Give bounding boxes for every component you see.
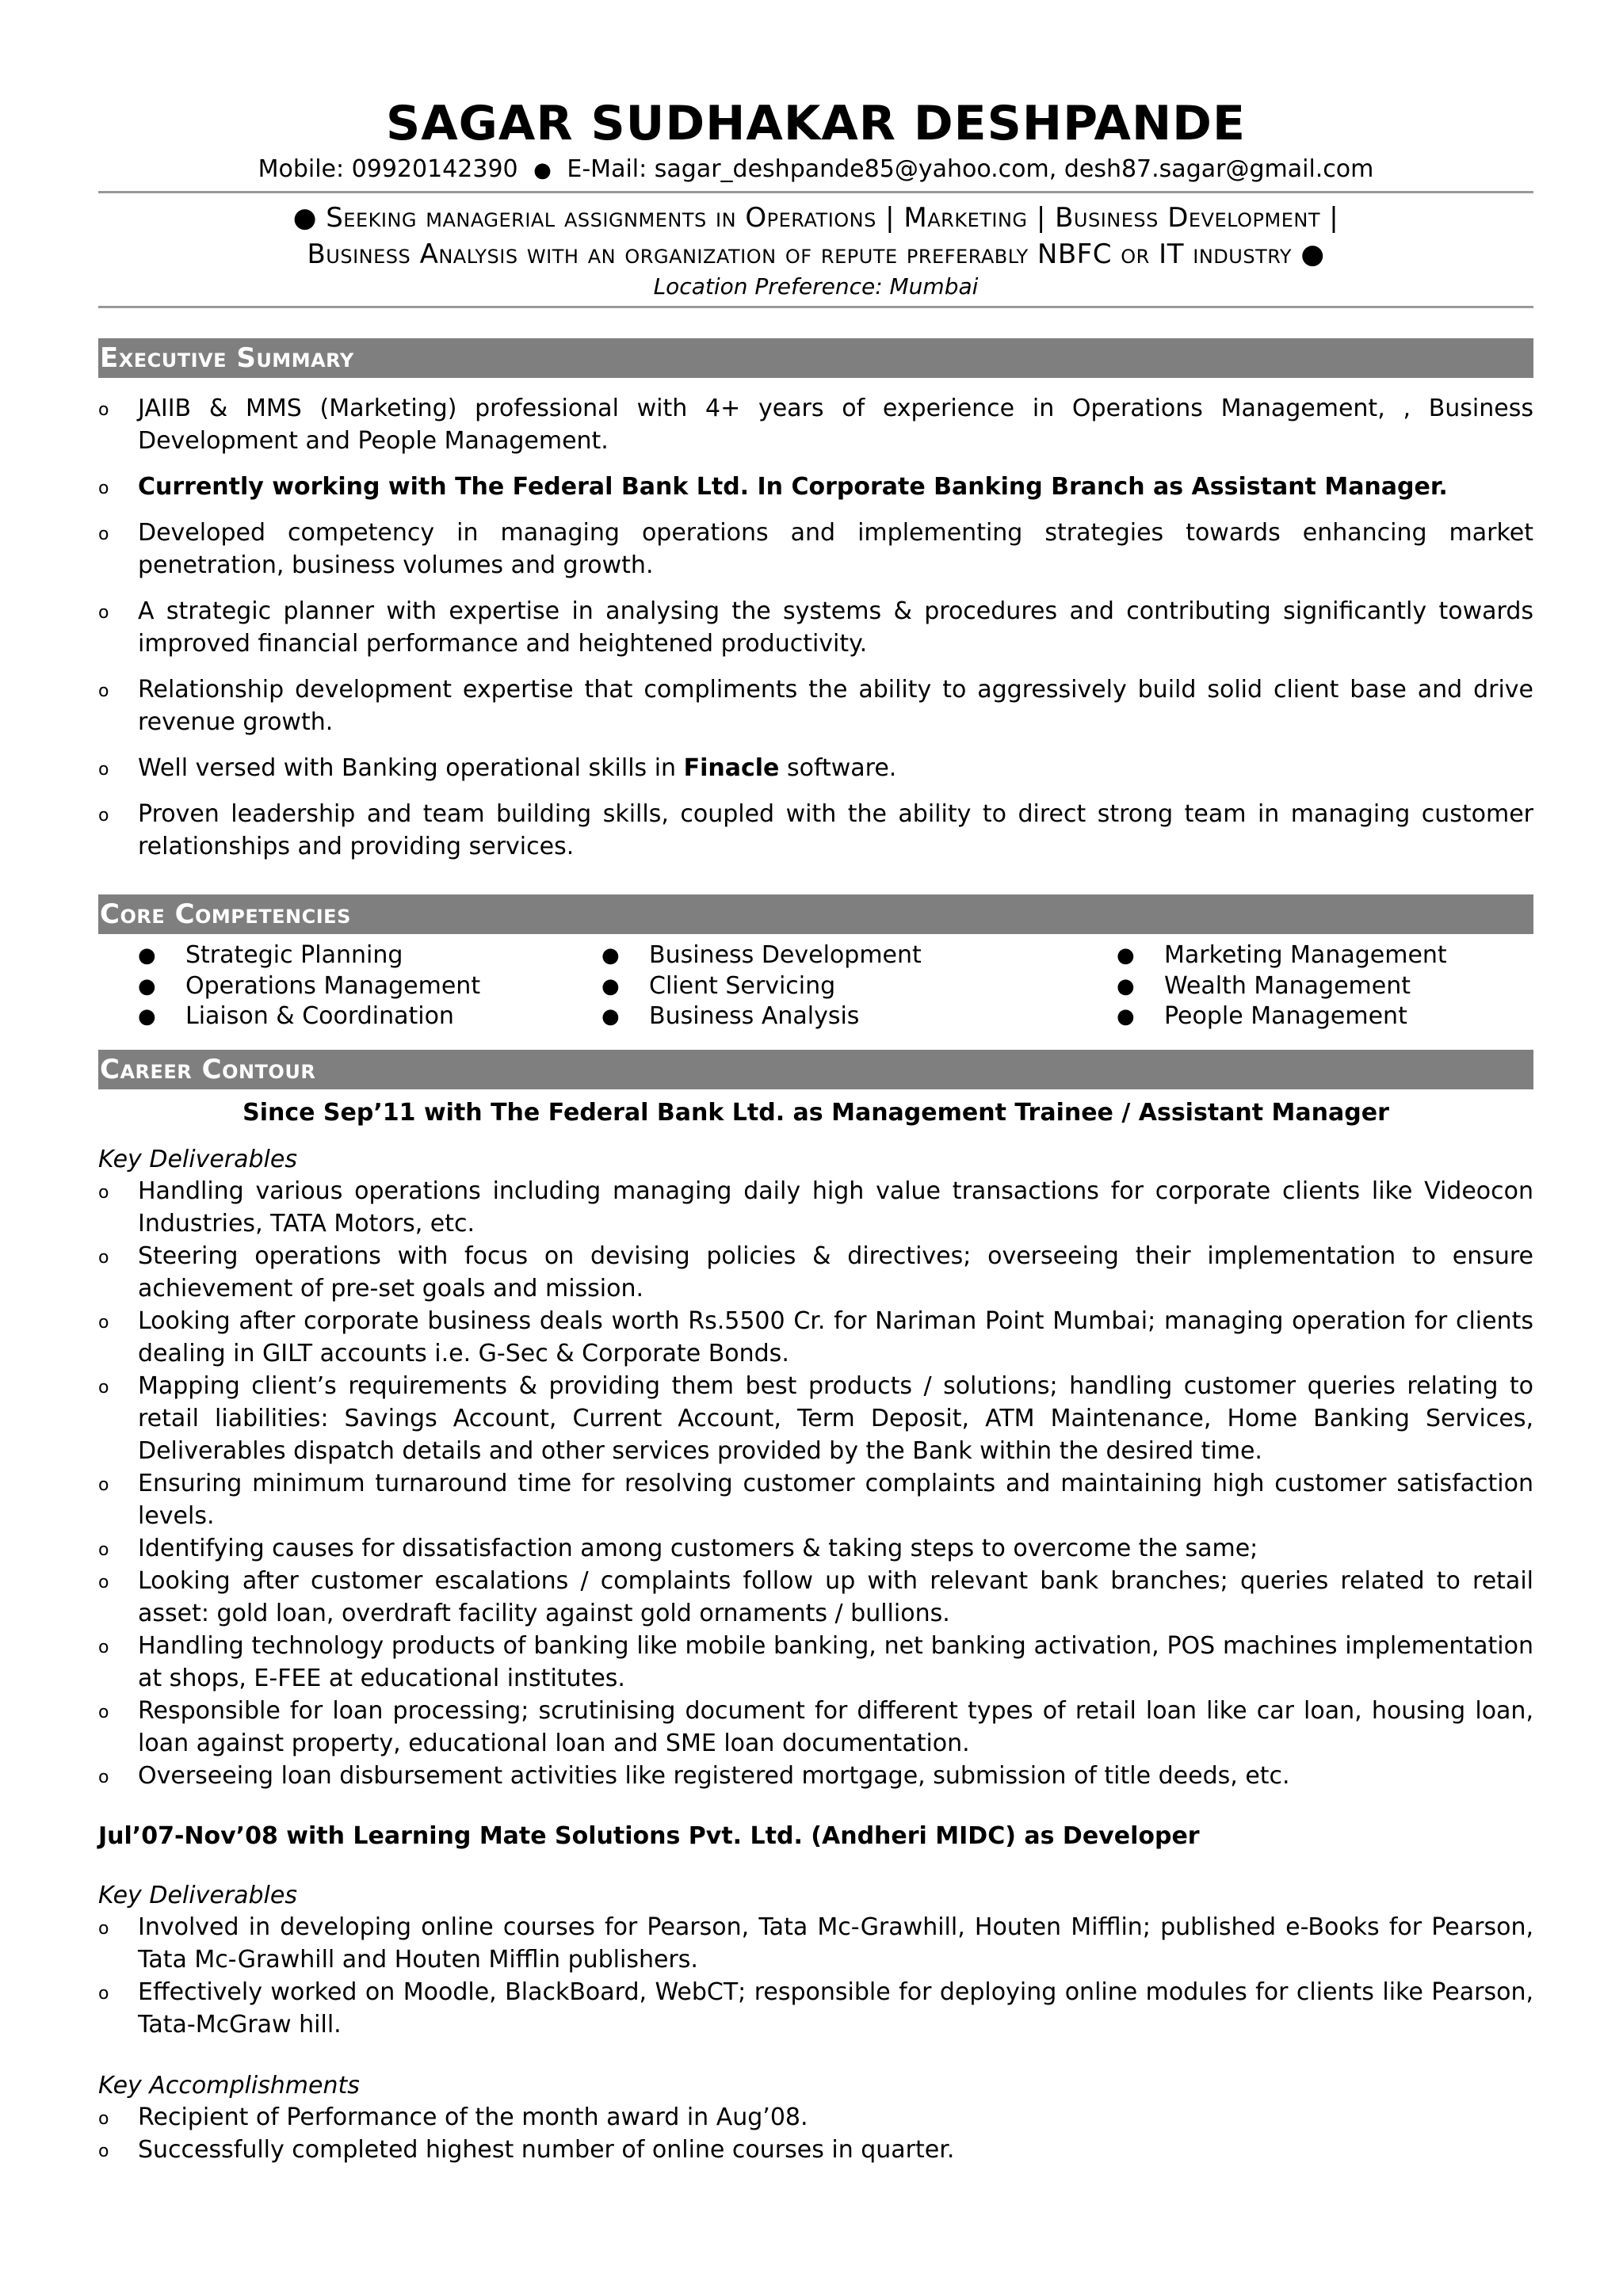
bullet-icon: ● bbox=[292, 202, 317, 234]
list-item: o Recipient of Performance of the month award in Aug’08. bbox=[98, 2101, 1533, 2134]
hollow-bullet-icon: o bbox=[98, 1474, 109, 1495]
competency-item: ● Liaison & Coordination bbox=[138, 1001, 601, 1032]
list-item: o Responsible for loan processing; scrutinising document for different types of retail loan like car loan, housing loan, loan against property, educational loan and SME loan documentation. bbox=[98, 1695, 1533, 1760]
competency-item: ● Business Analysis bbox=[601, 1001, 1117, 1032]
competency-item: ● Operations Management bbox=[138, 971, 601, 1002]
hollow-bullet-icon: o bbox=[98, 1637, 109, 1657]
key-deliverables-label: Key Deliverables bbox=[98, 1145, 297, 1173]
hollow-bullet-icon: o bbox=[98, 806, 109, 826]
list-item: o Identifying causes for dissatisfaction among customers & taking steps to overcome the same; bbox=[98, 1532, 1533, 1565]
job-title-learning-mate: Jul’07-Nov’08 with Learning Mate Solutions Pvt. Ltd. (Andheri MIDC) as Developer bbox=[98, 1821, 1200, 1850]
bullet-icon: ● bbox=[601, 1005, 620, 1028]
list-item: o Effectively worked on Moodle, BlackBoard, WebCT; responsible for deploying online modules for clients like Pearson, Tata-McGraw hill. bbox=[98, 1976, 1533, 2041]
divider bbox=[98, 191, 1533, 193]
hollow-bullet-icon: o bbox=[98, 1377, 109, 1398]
competencies-column-3 bbox=[1117, 940, 1447, 1032]
email-label: E-Mail: bbox=[567, 155, 647, 183]
competency-item: ● People Management bbox=[1117, 1001, 1447, 1032]
hollow-bullet-icon: o bbox=[98, 1983, 109, 2004]
bullet-icon: ● bbox=[138, 974, 156, 998]
list-item: o Ensuring minimum turnaround time for resolving customer complaints and maintaining high customer satisfaction levels. bbox=[98, 1467, 1533, 1532]
hollow-bullet-icon: o bbox=[98, 1539, 109, 1560]
list-item: o Steering operations with focus on devising policies & directives; overseeing their implementation to ensure achievement of pre-set goals and mission. bbox=[98, 1240, 1533, 1305]
hollow-bullet-icon: o bbox=[98, 1572, 109, 1592]
mobile-number: 09920142390 bbox=[351, 155, 518, 183]
hollow-bullet-icon: o bbox=[98, 760, 109, 780]
section-header-core-competencies: Core Competencies bbox=[98, 894, 1533, 934]
competencies-column-2 bbox=[601, 940, 1117, 1032]
bullet-icon: ● bbox=[138, 1005, 156, 1028]
learning-mate-deliverables bbox=[98, 1911, 1533, 2041]
bullet-icon: ● bbox=[1300, 238, 1325, 270]
hollow-bullet-icon: o bbox=[98, 1312, 109, 1333]
list-item: o JAIIB & MMS (Marketing) professional with 4+ years of experience in Operations Management, , Business Development and People Management. bbox=[98, 392, 1533, 457]
email-addresses: sagar_deshpande85@yahoo.com, desh87.sagar@gmail.com bbox=[654, 155, 1374, 183]
objective-line-2 bbox=[98, 236, 1533, 273]
executive-summary-list bbox=[98, 392, 1533, 863]
list-item: o Handling various operations including managing daily high value transactions for corporate clients like Videocon Industries, TATA Motors, etc. bbox=[98, 1175, 1533, 1240]
divider bbox=[98, 306, 1533, 308]
section-header-executive-summary: Executive Summary bbox=[98, 338, 1533, 378]
list-item: o Looking after customer escalations / complaints follow up with relevant bank branches; queries related to retail asset: gold loan, overdraft facility against gold ornaments / bullions. bbox=[98, 1565, 1533, 1630]
section-header-career-contour: Career Contour bbox=[98, 1050, 1533, 1089]
list-item: o Currently working with The Federal Bank Ltd. In Corporate Banking Branch as Assistant Manager. bbox=[98, 471, 1533, 503]
objective-text-2: Business Analysis with an organization of repute preferably NBFC or IT industry bbox=[307, 238, 1293, 270]
bullet-icon: ● bbox=[1117, 974, 1135, 998]
hollow-bullet-icon: o bbox=[98, 1182, 109, 1203]
bullet-icon: ● bbox=[533, 158, 552, 182]
list-item: o Proven leadership and team building skills, coupled with the ability to direct strong team in managing customer relationships and providing services. bbox=[98, 798, 1533, 863]
hollow-bullet-icon: o bbox=[98, 1702, 109, 1722]
candidate-name: SAGAR SUDHAKAR DESHPANDE bbox=[386, 96, 1246, 151]
hollow-bullet-icon: o bbox=[98, 681, 109, 701]
competency-item: ● Wealth Management bbox=[1117, 971, 1447, 1002]
list-item: o Handling technology products of banking like mobile banking, net banking activation, POS machines implementation at shops, E-FEE at educational institutes. bbox=[98, 1630, 1533, 1695]
list-item: o Well versed with Banking operational skills in Finacle software. bbox=[98, 752, 1533, 784]
bullet-icon: ● bbox=[1117, 944, 1135, 967]
objective bbox=[98, 200, 1533, 273]
list-item: o Looking after corporate business deals worth Rs.5500 Cr. for Nariman Point Mumbai; managing operation for clients dealing in GILT accounts i.e. G-Sec & Corporate Bonds. bbox=[98, 1305, 1533, 1370]
competencies-column-1 bbox=[138, 940, 601, 1032]
federal-bank-deliverables bbox=[98, 1175, 1533, 1792]
list-item: o Successfully completed highest number of online courses in quarter. bbox=[98, 2134, 1533, 2166]
competency-item: ● Business Development bbox=[601, 940, 1117, 971]
list-item: o Involved in developing online courses for Pearson, Tata Mc-Grawhill, Houten Mifflin; published e-Books for Pearson, Tata Mc-Grawhill and Houten Mifflin publishers. bbox=[98, 1911, 1533, 1976]
job-title-federal-bank: Since Sep’11 with The Federal Bank Ltd. as Management Trainee / Assistant Manager bbox=[242, 1098, 1389, 1127]
bullet-icon: ● bbox=[138, 944, 156, 967]
contact-line bbox=[98, 154, 1533, 186]
list-item: o Mapping client’s requirements & providing them best products / solutions; handling customer queries relating to retail liabilities: Savings Account, Current Account, Term Deposit, ATM Maintenance, Home Banking Services, Deliverables dispatch details and other services provided by the Bank within the desired time. bbox=[98, 1370, 1533, 1467]
list-item: o Relationship development expertise that compliments the ability to aggressively build solid client base and drive revenue growth. bbox=[98, 673, 1533, 738]
objective-line-1 bbox=[98, 200, 1533, 236]
location-preference: Location Preference: Mumbai bbox=[653, 273, 979, 299]
bullet-icon: ● bbox=[1117, 1005, 1135, 1028]
bullet-icon: ● bbox=[601, 944, 620, 967]
mobile-label: Mobile: bbox=[258, 155, 345, 183]
hollow-bullet-icon: o bbox=[98, 400, 109, 420]
learning-mate-accomplishments bbox=[98, 2101, 1533, 2166]
competencies-grid bbox=[98, 940, 1533, 1032]
hollow-bullet-icon: o bbox=[98, 1918, 109, 1939]
list-item: o Overseeing loan disbursement activities like registered mortgage, submission of title deeds, etc. bbox=[98, 1760, 1533, 1792]
hollow-bullet-icon: o bbox=[98, 1767, 109, 1787]
hollow-bullet-icon: o bbox=[98, 603, 109, 623]
hollow-bullet-icon: o bbox=[98, 2141, 109, 2161]
list-item: o A strategic planner with expertise in analysing the systems & procedures and contributing significantly towards improved financial performance and heightened productivity. bbox=[98, 595, 1533, 660]
key-deliverables-label: Key Deliverables bbox=[98, 1881, 297, 1909]
hollow-bullet-icon: o bbox=[98, 524, 109, 544]
competency-item: ● Client Servicing bbox=[601, 971, 1117, 1002]
hollow-bullet-icon: o bbox=[98, 479, 109, 498]
hollow-bullet-icon: o bbox=[98, 1247, 109, 1268]
objective-text-1: Seeking managerial assignments in Operations | Marketing | Business Development | bbox=[326, 202, 1339, 234]
key-accomplishments-label: Key Accomplishments bbox=[98, 2071, 360, 2100]
list-item: o Developed competency in managing operations and implementing strategies towards enhancing market penetration, business volumes and growth. bbox=[98, 517, 1533, 582]
competency-item: ● Strategic Planning bbox=[138, 940, 601, 971]
bullet-icon: ● bbox=[601, 974, 620, 998]
hollow-bullet-icon: o bbox=[98, 2108, 109, 2129]
competency-item: ● Marketing Management bbox=[1117, 940, 1447, 971]
